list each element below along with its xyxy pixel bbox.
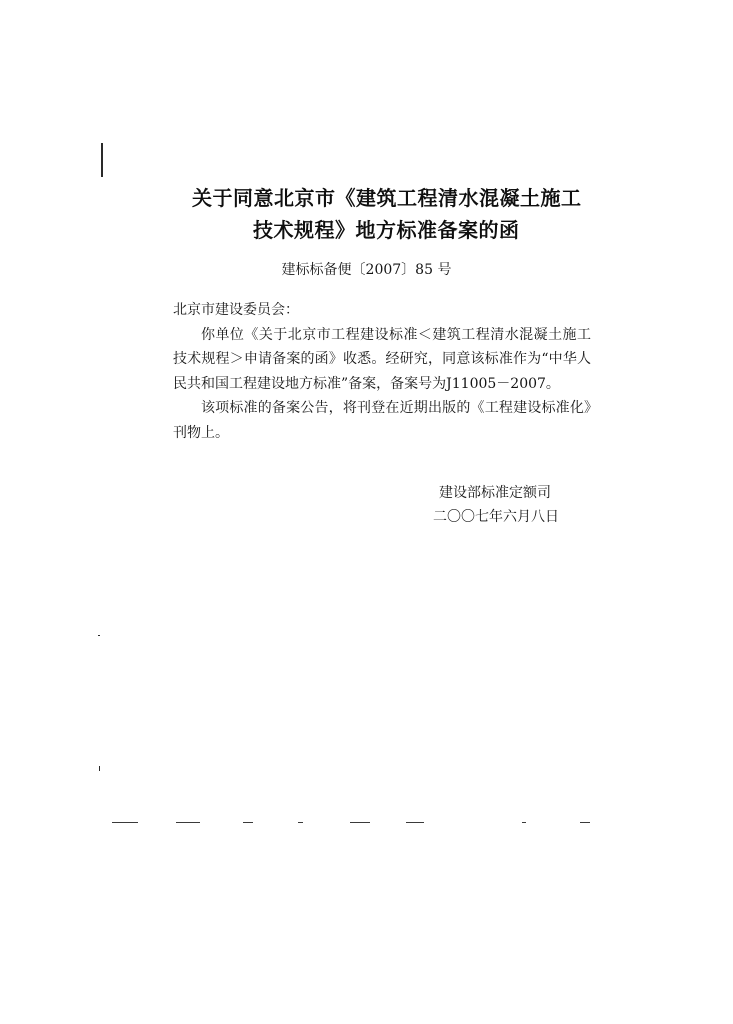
scan-artifact-dash <box>176 822 200 823</box>
scan-artifact-dash <box>406 822 424 823</box>
paragraph-1: 你单位《关于北京市工程建设标准＜建筑工程清水混凝土施工技术规程＞申请备案的函》收悉。经研究，同意该标准作为“中华人民共和国工程建设地方标准”备案，备案号为J11005－2007。 <box>173 326 591 392</box>
document-title-line-2: 技术规程》地方标准备案的函 <box>253 218 520 242</box>
salutation: 北京市建设委员会： <box>173 302 299 318</box>
scan-artifact-dash <box>112 822 138 823</box>
signature-block <box>433 481 559 529</box>
paragraph-2: 该项标准的备案公告，将刊登在近期出版的《工程建设标准化》刊物上。 <box>173 400 591 441</box>
letter-body <box>173 298 591 445</box>
scan-artifact-dash <box>350 822 370 823</box>
scan-artifact-dash <box>298 822 303 823</box>
document-title-line-1: 关于同意北京市《建筑工程清水混凝土施工 <box>192 186 582 210</box>
scan-artifact-left-tick <box>99 766 100 771</box>
scan-artifact-left-tick <box>98 635 100 636</box>
signature-date: 二〇〇七年六月八日 <box>433 509 559 525</box>
scan-artifact-dash <box>243 822 253 823</box>
scan-artifact-dash <box>580 822 590 823</box>
signature-organization: 建设部标准定额司 <box>439 485 551 501</box>
scan-artifact-left-bar <box>101 143 103 177</box>
document-number: 建标标备便〔2007〕85 号 <box>281 262 452 278</box>
scan-artifact-dash <box>522 822 526 823</box>
